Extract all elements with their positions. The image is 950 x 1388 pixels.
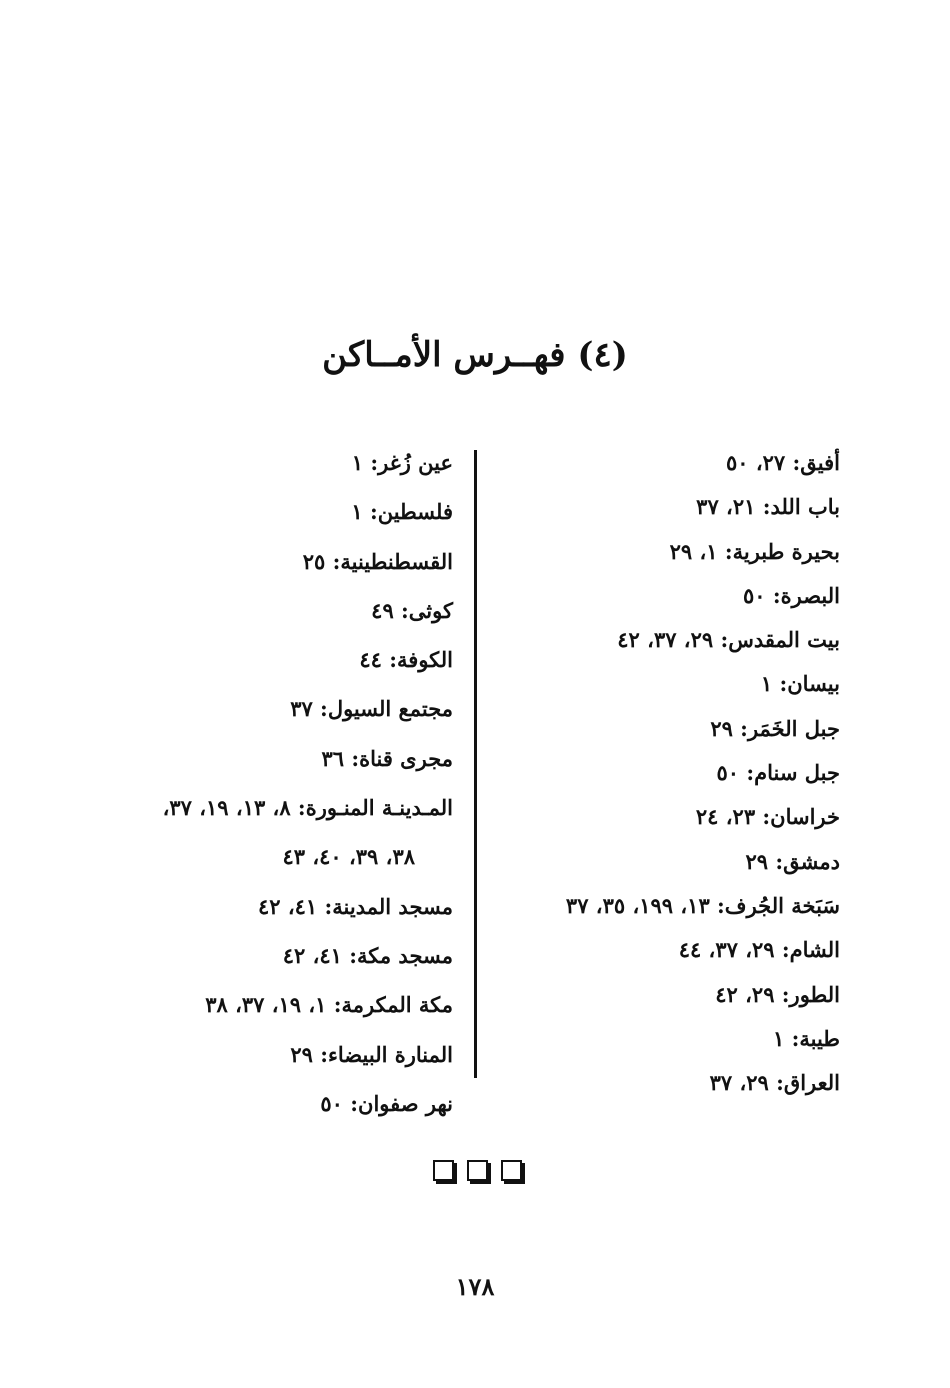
page-number: ١٧٨: [455, 1272, 495, 1301]
index-entry: فلسطين: ١: [351, 499, 453, 525]
index-entry: بيت المقدس: ٢٩، ٣٧، ٤٢: [617, 627, 840, 653]
index-entry: مسجد المدينة: ٤١، ٤٢: [258, 893, 453, 919]
index-entry: أفيق: ٢٧، ٥٠: [725, 450, 840, 475]
index-entry: الكوفة: ٤٤: [359, 647, 453, 673]
index-entry: مسجد مكة: ٤١، ٤٢: [282, 942, 453, 968]
index-entry: جبل سنام: ٥٠: [716, 760, 840, 786]
index-entry: باب اللد: ٢١، ٣٧: [696, 494, 840, 520]
index-entry: البصرة: ٥٠: [743, 582, 840, 608]
index-entry: جبل الخَمَر: ٢٩: [710, 715, 840, 741]
index-entry-continuation: ٣٨، ٣٩، ٤٠، ٤٣: [282, 844, 415, 870]
column-divider: [474, 450, 477, 1078]
index-column-left: [93, 445, 453, 1135]
index-entry: مجرى قناة: ٣٦: [321, 745, 453, 771]
square-icon: [501, 1160, 522, 1181]
index-entry: خراسان: ٢٣، ٢٤: [695, 804, 840, 830]
index-entry: المنارة البيضاء: ٢٩: [290, 1041, 453, 1067]
index-entry: مكة المكرمة: ١، ١٩، ٣٧، ٣٨: [205, 992, 453, 1018]
index-entry: نهر صفوان: ٥٠: [320, 1090, 453, 1116]
index-entry: العراق: ٢٩، ٣٧: [709, 1070, 840, 1096]
index-entry: المـدينـة المنـورة: ٨، ١٣، ١٩، ٣٧،: [162, 795, 453, 821]
index-entry: سَبَخة الجُرف: ١٣، ١٩٩، ٣٥، ٣٧: [565, 892, 840, 918]
index-entry: بيسان: ١: [760, 671, 840, 697]
square-icon: [433, 1160, 454, 1181]
index-entry: كوثى: ٤٩: [371, 597, 453, 623]
index-entry: دمشق: ٢٩: [745, 848, 840, 874]
index-entry: عين زُغر: ١: [351, 450, 453, 475]
three-squares-icon: [433, 1160, 522, 1181]
index-entry: مجتمع السيول: ٣٧: [290, 696, 453, 722]
index-entry: الشام: ٢٩، ٣٧، ٤٤: [678, 937, 840, 963]
index-entry: بحيرة طبرية: ١، ٢٩: [669, 538, 840, 564]
index-entry: الطور: ٢٩، ٤٢: [715, 981, 840, 1007]
square-icon: [467, 1160, 488, 1181]
index-column-right: [480, 445, 840, 1109]
index-entry: القسطنطينية: ٢٥: [302, 548, 453, 574]
index-entry: طيبة: ١: [773, 1025, 840, 1051]
page-title: (٤) فهــرس الأمــاكن: [322, 335, 628, 375]
